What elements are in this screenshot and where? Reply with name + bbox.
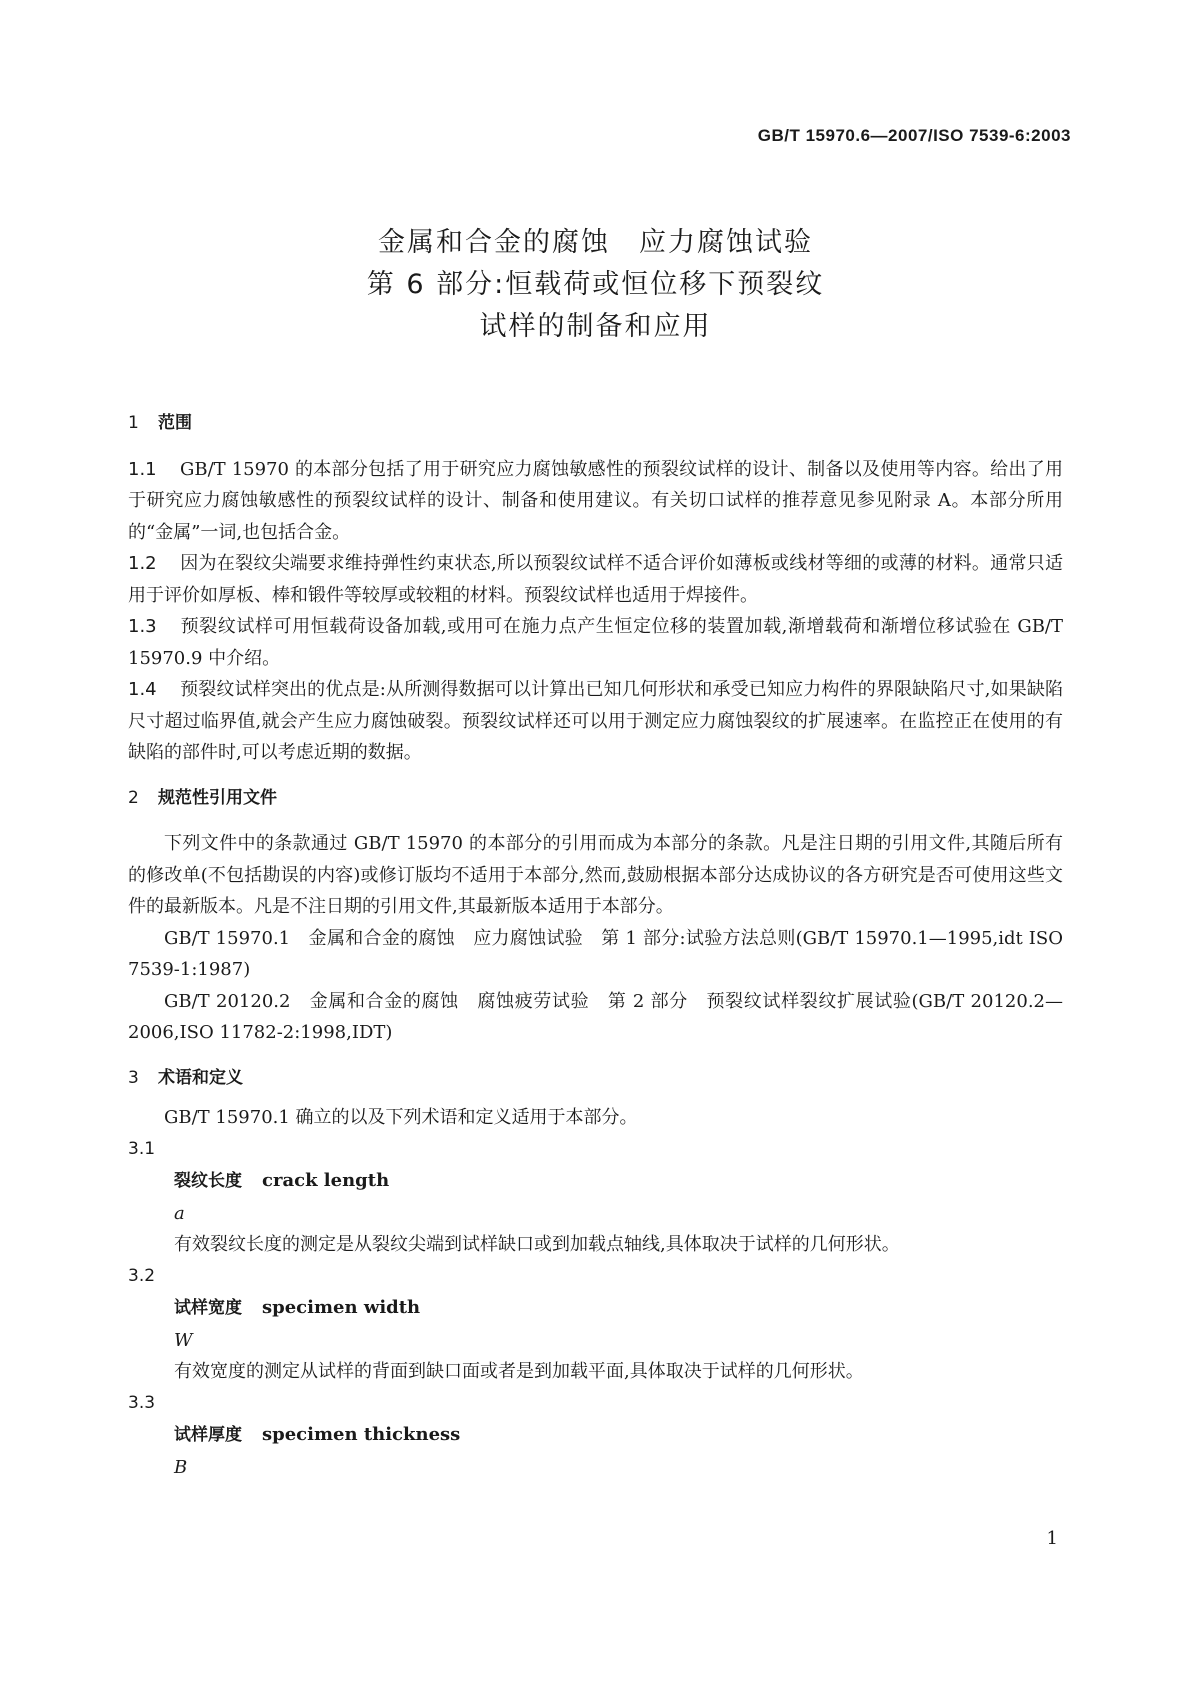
section-2-intro: 下列文件中的条款通过 GB/T 15970 的本部分的引用而成为本部分的条款。凡是注日期的引用文件,其随后所有的修改单(不包括勘误的内容)或修订版均不适用于本部分,然而,鼓励根据本部分达成协议的各方研究是否可使用这些文件的最新版本。凡是不注日期的引用文件,其最新版本适用于本部分。 <box>128 833 1063 917</box>
title-line-1: 金属和合金的腐蚀 应力腐蚀试验 <box>378 227 813 258</box>
document-body <box>128 408 1063 1483</box>
normative-reference-1: GB/T 15970.1 金属和合金的腐蚀 应力腐蚀试验 第 1 部分:试验方法总则(GB/T 15970.1—1995,idt ISO 7539-1:1987) <box>128 927 1063 980</box>
term-english: crack length <box>262 1170 390 1191</box>
term-english: specimen width <box>262 1297 421 1318</box>
term-3-2 <box>128 1261 1063 1388</box>
section-3-intro: GB/T 15970.1 确立的以及下列术语和定义适用于本部分。 <box>164 1107 638 1128</box>
term-definition: 有效裂纹长度的测定是从裂纹尖端到试样缺口或到加载点轴线,具体取决于试样的几何形状。 <box>174 1234 900 1255</box>
section-2-heading: 2 规范性引用文件 <box>128 787 277 808</box>
normative-reference-2: GB/T 20120.2 金属和合金的腐蚀 腐蚀疲劳试验 第 2 部分 预裂纹试样裂纹扩展试验(GB/T 20120.2—2006,ISO 11782-2:1998,IDT) <box>128 990 1063 1043</box>
term-3-3 <box>128 1388 1063 1484</box>
title-line-3: 试样的制备和应用 <box>479 311 712 342</box>
term-number: 3.2 <box>128 1265 156 1286</box>
clause-1-1: 1.1 GB/T 15970 的本部分包括了用于研究应力腐蚀敏感性的预裂纹试样的设计、制备以及使用等内容。给出了用于研究应力腐蚀敏感性的预裂纹试样的设计、制备和使用建议。有关切口试样的推荐意见参见附录 A。本部分所用的“金属”一词,也包括合金。 <box>128 458 1063 543</box>
clause-1-3: 1.3 预裂纹试样可用恒载荷设备加载,或用可在施力点产生恒定位移的装置加载,渐增载荷和渐增位移试验在 GB/T 15970.9 中介绍。 <box>128 616 1063 669</box>
clause-1-4: 1.4 预裂纹试样突出的优点是:从所测得数据可以计算出已知几何形状和承受已知应力构件的界限缺陷尺寸,如果缺陷尺寸超过临界值,就会产生应力腐蚀破裂。预裂纹试样还可以用于测定应力腐蚀裂纹的扩展速率。在监控正在使用的有缺陷的部件时,可以考虑近期的数据。 <box>128 679 1063 763</box>
term-symbol: a <box>174 1202 185 1224</box>
term-chinese: 试样厚度 <box>174 1425 242 1445</box>
term-symbol: W <box>174 1329 193 1351</box>
term-chinese: 试样宽度 <box>174 1298 242 1318</box>
clause-1-2: 1.2 因为在裂纹尖端要求维持弹性约束状态,所以预裂纹试样不适合评价如薄板或线材等细的或薄的材料。通常只适用于评价如厚板、棒和锻件等较厚或较粗的材料。预裂纹试样也适用于焊接件。 <box>128 553 1063 606</box>
title-line-2: 第 6 部分:恒载荷或恒位移下预裂纹 <box>366 269 825 300</box>
term-3-1 <box>128 1134 1063 1261</box>
page-number: 1 <box>1046 1528 1058 1549</box>
document-title <box>0 222 1191 348</box>
standard-code: GB/T 15970.6—2007/ISO 7539-6:2003 <box>757 126 1071 145</box>
term-symbol: B <box>174 1456 188 1478</box>
term-number: 3.1 <box>128 1138 156 1159</box>
term-chinese: 裂纹长度 <box>174 1171 242 1191</box>
term-english: specimen thickness <box>262 1424 461 1445</box>
term-number: 3.3 <box>128 1392 156 1413</box>
section-1-heading: 1 范围 <box>128 413 192 433</box>
term-definition: 有效宽度的测定从试样的背面到缺口面或者是到加载平面,具体取决于试样的几何形状。 <box>174 1361 864 1382</box>
section-3-heading: 3 术语和定义 <box>128 1067 243 1088</box>
